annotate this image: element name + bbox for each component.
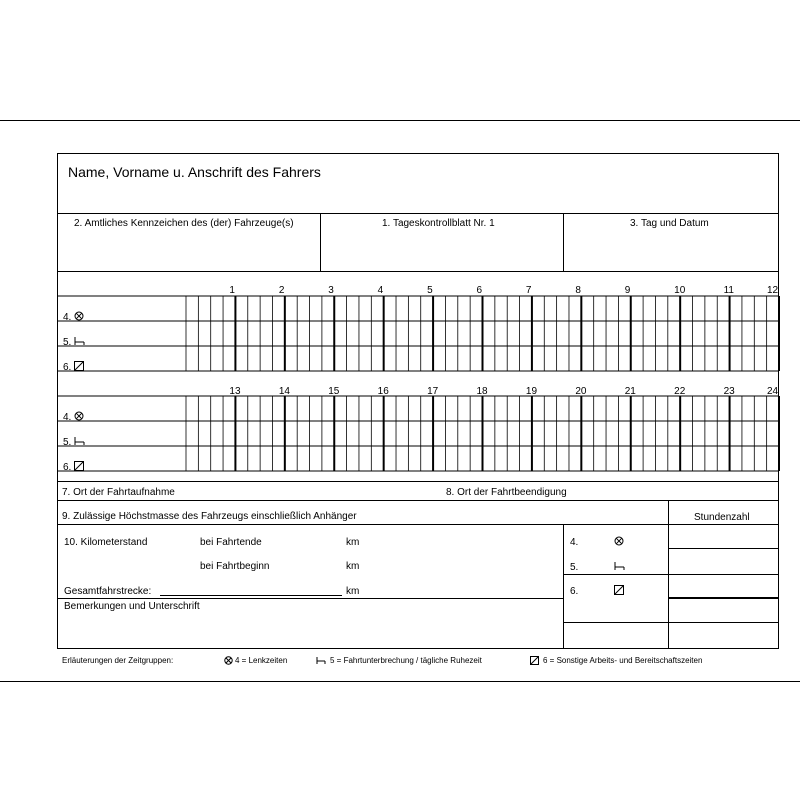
time-grid-pm	[57, 396, 779, 471]
km-unit: km	[346, 561, 360, 572]
bed-icon	[316, 656, 327, 665]
circle-x-icon	[74, 311, 84, 321]
driver-name-label: Name, Vorname u. Anschrift des Fahrers	[68, 164, 321, 180]
hour-label: 16	[377, 386, 389, 397]
remarks-label: Bemerkungen und Unterschrift	[64, 601, 200, 612]
hour-label: 11	[723, 285, 734, 296]
hour-label: 3	[328, 285, 334, 296]
slashed-square-icon	[74, 461, 84, 471]
hours-row-rest	[570, 562, 578, 574]
hour-label: 4	[377, 285, 384, 296]
odometer-end-label: bei Fahrtende	[200, 537, 262, 548]
hour-label: 15	[328, 386, 340, 397]
circle-x-icon	[614, 536, 624, 546]
hour-label: 20	[575, 386, 587, 397]
row-number: 4.	[63, 412, 72, 423]
row-driving-pm	[63, 410, 84, 424]
max-mass-label: 9. Zulässige Höchstmasse des Fahrzeugs einschließlich Anhänger	[62, 511, 357, 522]
hour-label: 17	[427, 386, 439, 397]
total-distance-line	[160, 595, 342, 596]
hour-label: 14	[278, 386, 290, 397]
hour-label: 10	[674, 285, 686, 296]
total-distance-label: Gesamtfahrstrecke:	[64, 586, 152, 597]
hour-label: 1	[229, 285, 235, 296]
km-unit: km	[346, 537, 360, 548]
row-driving-am	[63, 310, 84, 324]
sheet-number-label: 1. Tageskontrollblatt Nr. 1	[382, 218, 495, 229]
row-number: 5.	[570, 562, 579, 573]
odometer-start-label: bei Fahrtbeginn	[200, 561, 270, 572]
hour-label: 18	[476, 386, 488, 397]
hour-label: 13	[229, 386, 241, 397]
hour-label: 12	[767, 285, 779, 296]
hour-label: 9	[624, 285, 631, 296]
row-rest-pm	[63, 435, 86, 449]
row-number: 5.	[63, 437, 72, 448]
row-number: 6.	[63, 362, 72, 373]
date-label: 3. Tag und Datum	[630, 218, 709, 229]
hour-label: 7	[525, 285, 532, 296]
legend-item-other-work: 6 = Sonstige Arbeits- und Bereitschaftszeiten	[543, 656, 703, 665]
slashed-square-icon	[530, 656, 539, 665]
legend-item-driving: 4 = Lenkzeiten	[235, 656, 288, 665]
row-rest-am	[63, 335, 86, 349]
hour-label: 2	[278, 285, 285, 296]
bed-icon	[614, 561, 626, 571]
slashed-square-icon	[614, 585, 624, 595]
km-unit: km	[346, 586, 360, 597]
start-location-label: 7. Ort der Fahrtaufnahme	[62, 487, 175, 498]
hour-label: 19	[525, 386, 538, 397]
circle-x-icon	[74, 411, 84, 421]
hour-label: 5	[427, 285, 433, 296]
hours-row-other-work	[570, 586, 578, 598]
stundenzahl-label: Stundenzahl	[694, 512, 750, 523]
hour-label: 21	[624, 386, 636, 397]
slashed-square-icon	[74, 361, 84, 371]
bed-icon	[74, 336, 86, 346]
row-number: 4.	[63, 312, 72, 323]
row-number: 6.	[63, 462, 72, 473]
odometer-label: 10. Kilometerstand	[64, 537, 148, 548]
row-number: 4.	[570, 537, 579, 548]
time-grid-am	[57, 296, 779, 371]
hour-label: 23	[723, 386, 735, 397]
hour-label: 8	[575, 285, 581, 296]
row-other-work-pm	[63, 460, 84, 474]
circle-x-icon	[224, 656, 233, 665]
row-other-work-am	[63, 360, 84, 374]
end-location-label: 8. Ort der Fahrtbeendigung	[446, 487, 567, 498]
hour-label: 22	[674, 386, 686, 397]
legend-item-rest: 5 = Fahrtunterbrechung / tägliche Ruhezeit	[330, 656, 482, 665]
hours-row-driving	[570, 537, 578, 549]
bed-icon	[74, 436, 86, 446]
hour-label: 6	[476, 285, 483, 296]
vehicle-plate-label: 2. Amtliches Kennzeichen des (der) Fahrzeuge(s)	[74, 218, 294, 229]
hour-label: 24	[767, 386, 779, 397]
row-number: 6.	[570, 586, 579, 597]
row-number: 5.	[63, 337, 72, 348]
legend-title: Erläuterungen der Zeitgruppen:	[62, 656, 174, 665]
